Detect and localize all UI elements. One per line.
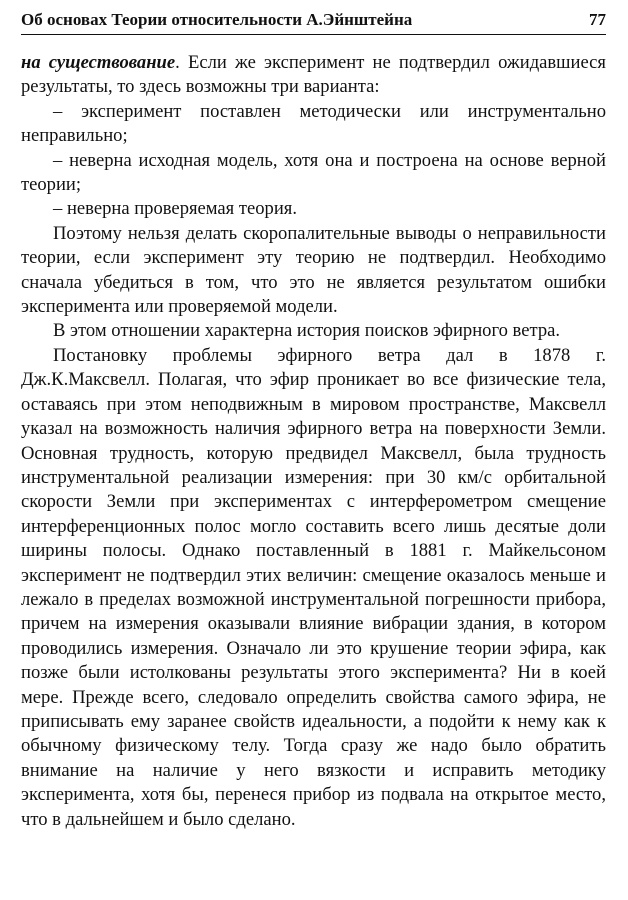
list-item: – неверна проверяемая теория. [53,198,298,220]
emphasized-phrase: на существование [21,52,176,73]
paragraph: В этом отношении характерна история поисков эфирного ветра. [53,320,561,342]
body-text [21,51,606,832]
page-header [21,6,606,35]
paragraph-text: . Если же эксперимент не подтвердил ожидавшиеся результаты, то здесь возможны три варианта: [21,52,606,98]
running-title: Об основах Теории относительности А.Эйнштейна [21,10,413,29]
list-item: – неверна исходная модель, хотя она и построена на основе верной теории; [21,149,606,196]
paragraph: Поэтому нельзя делать скоропалительные выводы о неправильности теории, если эксперимент эту теорию не подтвердил. Необходимо сначала убедиться в том, что это не является результатом ошибки эксперимента или проверяемой модели. [21,222,606,318]
paragraph: Дж.К.Максвелл. Полагая, что эфир проникает во все физические тела, оставаясь при этом неподвижным в мировом пространстве, Максвелл указал на возможность наличия эфирного ветра на поверхности Земли. Основная трудность, которую предвидел Максвелл, была трудность инструментальной реализации измерения: при 30 км/с орбитальной скорости Земли при экспериментах с интерферометром смещение интерференционных полос могло составить всего лишь десятые доли ширины полосы. Однако поставленный в 1881 г. Майкельсоном эксперимент не подтвердил этих величин: смещение оказалось меньше и лежало в пределах возможной инструментальной погрешности прибора, причем на измерения оказывали влияние вибрации здания, в котором проводились измерения. Означало ли это крушение теории эфира, как позже были истолкованы результаты этого эксперимента? Ни в коей мере. Прежде всего, следовало определить свойства самого эфира, не приписывать ему заранее свойств идеальности, а подойти к нему как к обычному физическому телу. Тогда сразу же надо было обратить внимание на наличие у него вязкости и исправить методику эксперимента, хотя бы, перенеся прибор из подвала на открытое место, что в дальнейшем и было сделано. [21,369,606,830]
page-number: 77 [589,10,606,29]
paragraph [21,51,606,100]
list-item: – эксперимент поставлен методически или инструментально неправильно; [21,100,606,147]
paragraph-first-line: Постановку проблемы эфирного ветра дал в 1878 г. [53,344,606,366]
